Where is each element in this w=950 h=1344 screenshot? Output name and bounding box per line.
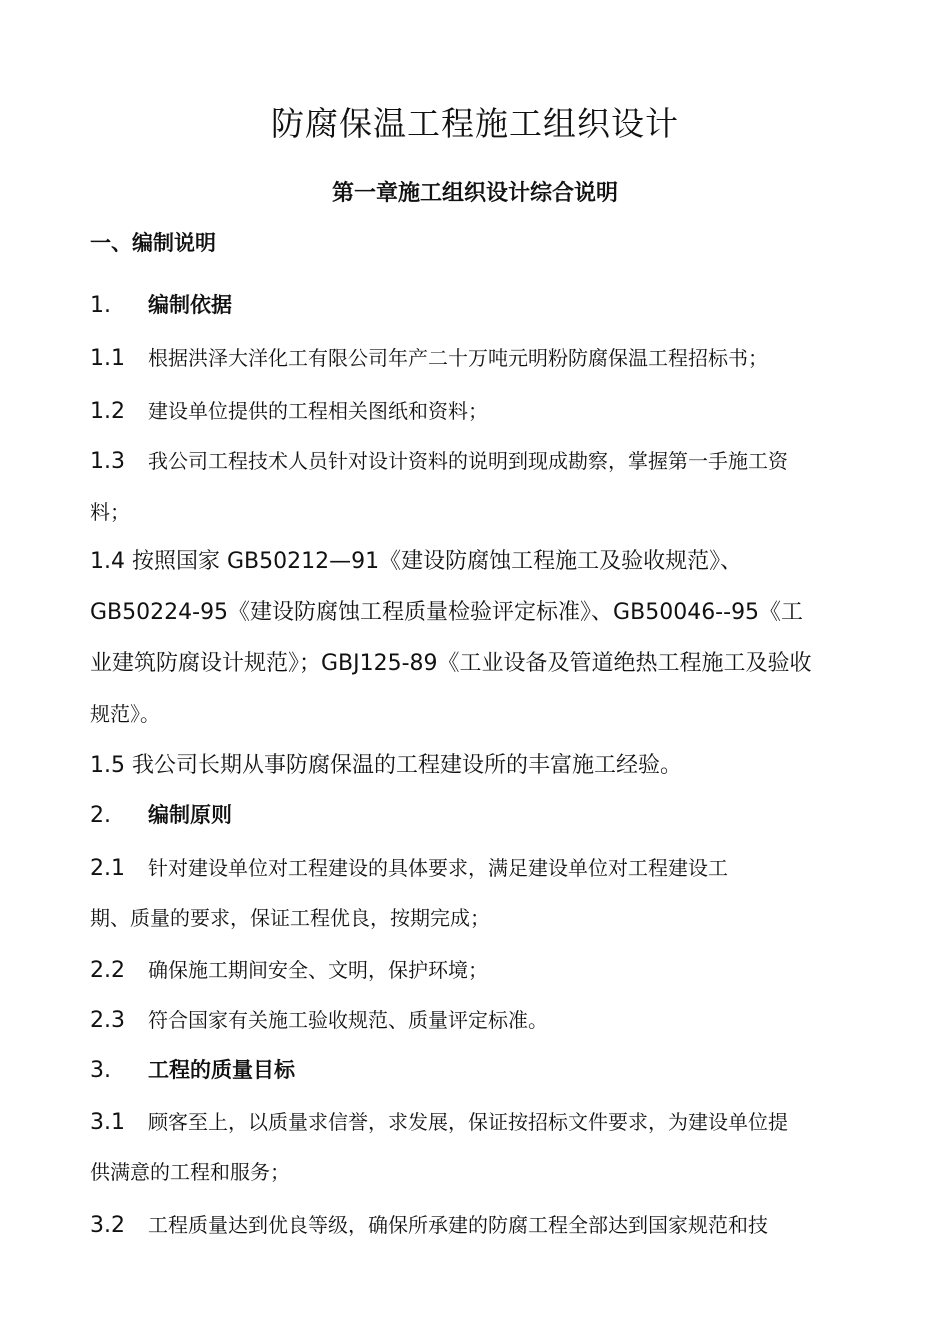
- paragraph-1-4-line1: 1.4 按照国家 GB50212—91《建设防腐蚀工程施工及验收规范》、: [90, 549, 743, 574]
- paragraph-1-2: [90, 396, 488, 427]
- heading-2: [90, 800, 232, 831]
- item-number: 1.1: [90, 346, 125, 371]
- item-text: 符合国家有关施工验收规范、质量评定标准。: [148, 1008, 548, 1032]
- item-text: 我公司工程技术人员针对设计资料的说明到现成勘察，掌握第一手施工资: [148, 449, 788, 473]
- paragraph-1-3: [90, 446, 788, 477]
- item-text: 针对建设单位对工程建设的具体要求，满足建设单位对工程建设工: [148, 856, 728, 880]
- item-number: 1.3: [90, 449, 125, 474]
- heading-text: 工程的质量目标: [148, 1058, 295, 1082]
- heading-number: 1.: [90, 293, 111, 318]
- paragraph-2-2: [90, 955, 488, 986]
- paragraph-1-5: 1.5 我公司长期从事防腐保温的工程建设所的丰富施工经验。: [90, 753, 682, 778]
- item-number: 1.2: [90, 399, 125, 424]
- paragraph-2-3: [90, 1005, 548, 1036]
- item-number: 2.1: [90, 856, 125, 881]
- paragraph-3-2: [90, 1210, 768, 1241]
- heading-number: 3.: [90, 1058, 111, 1083]
- paragraph-1-4-line4: 规范》。: [90, 702, 160, 726]
- item-number: 2.2: [90, 958, 125, 983]
- paragraph-1-1: [90, 343, 768, 374]
- heading-text: 编制原则: [148, 803, 232, 827]
- paragraph-1-4-line2: GB50224-95《建设防腐蚀工程质量检验评定标准》、GB50046--95《工: [90, 600, 804, 625]
- paragraph-3-1-continued: 供满意的工程和服务；: [90, 1160, 290, 1184]
- section-heading: 一、编制说明: [90, 231, 216, 255]
- page-title: 防腐保温工程施工组织设计: [271, 104, 679, 143]
- heading-text: 编制依据: [148, 293, 232, 317]
- item-number: 3.2: [90, 1213, 125, 1238]
- item-text: 工程质量达到优良等级，确保所承建的防腐工程全部达到国家规范和技: [148, 1213, 768, 1237]
- item-number: 3.1: [90, 1110, 125, 1135]
- item-text: 确保施工期间安全、文明，保护环境；: [148, 958, 488, 982]
- heading-3: [90, 1055, 295, 1086]
- item-text: 根据洪泽大洋化工有限公司年产二十万吨元明粉防腐保温工程招标书；: [148, 346, 768, 370]
- paragraph-1-3-continued: 料；: [90, 500, 130, 524]
- item-text: 顾客至上，以质量求信誉，求发展，保证按招标文件要求，为建设单位提: [148, 1110, 788, 1134]
- chapter-heading: 第一章施工组织设计综合说明: [331, 181, 618, 206]
- item-number: 2.3: [90, 1008, 125, 1033]
- paragraph-3-1: [90, 1107, 788, 1138]
- heading-number: 2.: [90, 803, 111, 828]
- paragraph-2-1: [90, 853, 728, 884]
- heading-1: [90, 290, 232, 321]
- paragraph-1-4-line3: 业建筑防腐设计规范》；GBJ125-89《工业设备及管道绝热工程施工及验收: [90, 651, 812, 676]
- paragraph-2-1-continued: 期、质量的要求，保证工程优良，按期完成；: [90, 906, 490, 930]
- item-text: 建设单位提供的工程相关图纸和资料；: [148, 399, 488, 423]
